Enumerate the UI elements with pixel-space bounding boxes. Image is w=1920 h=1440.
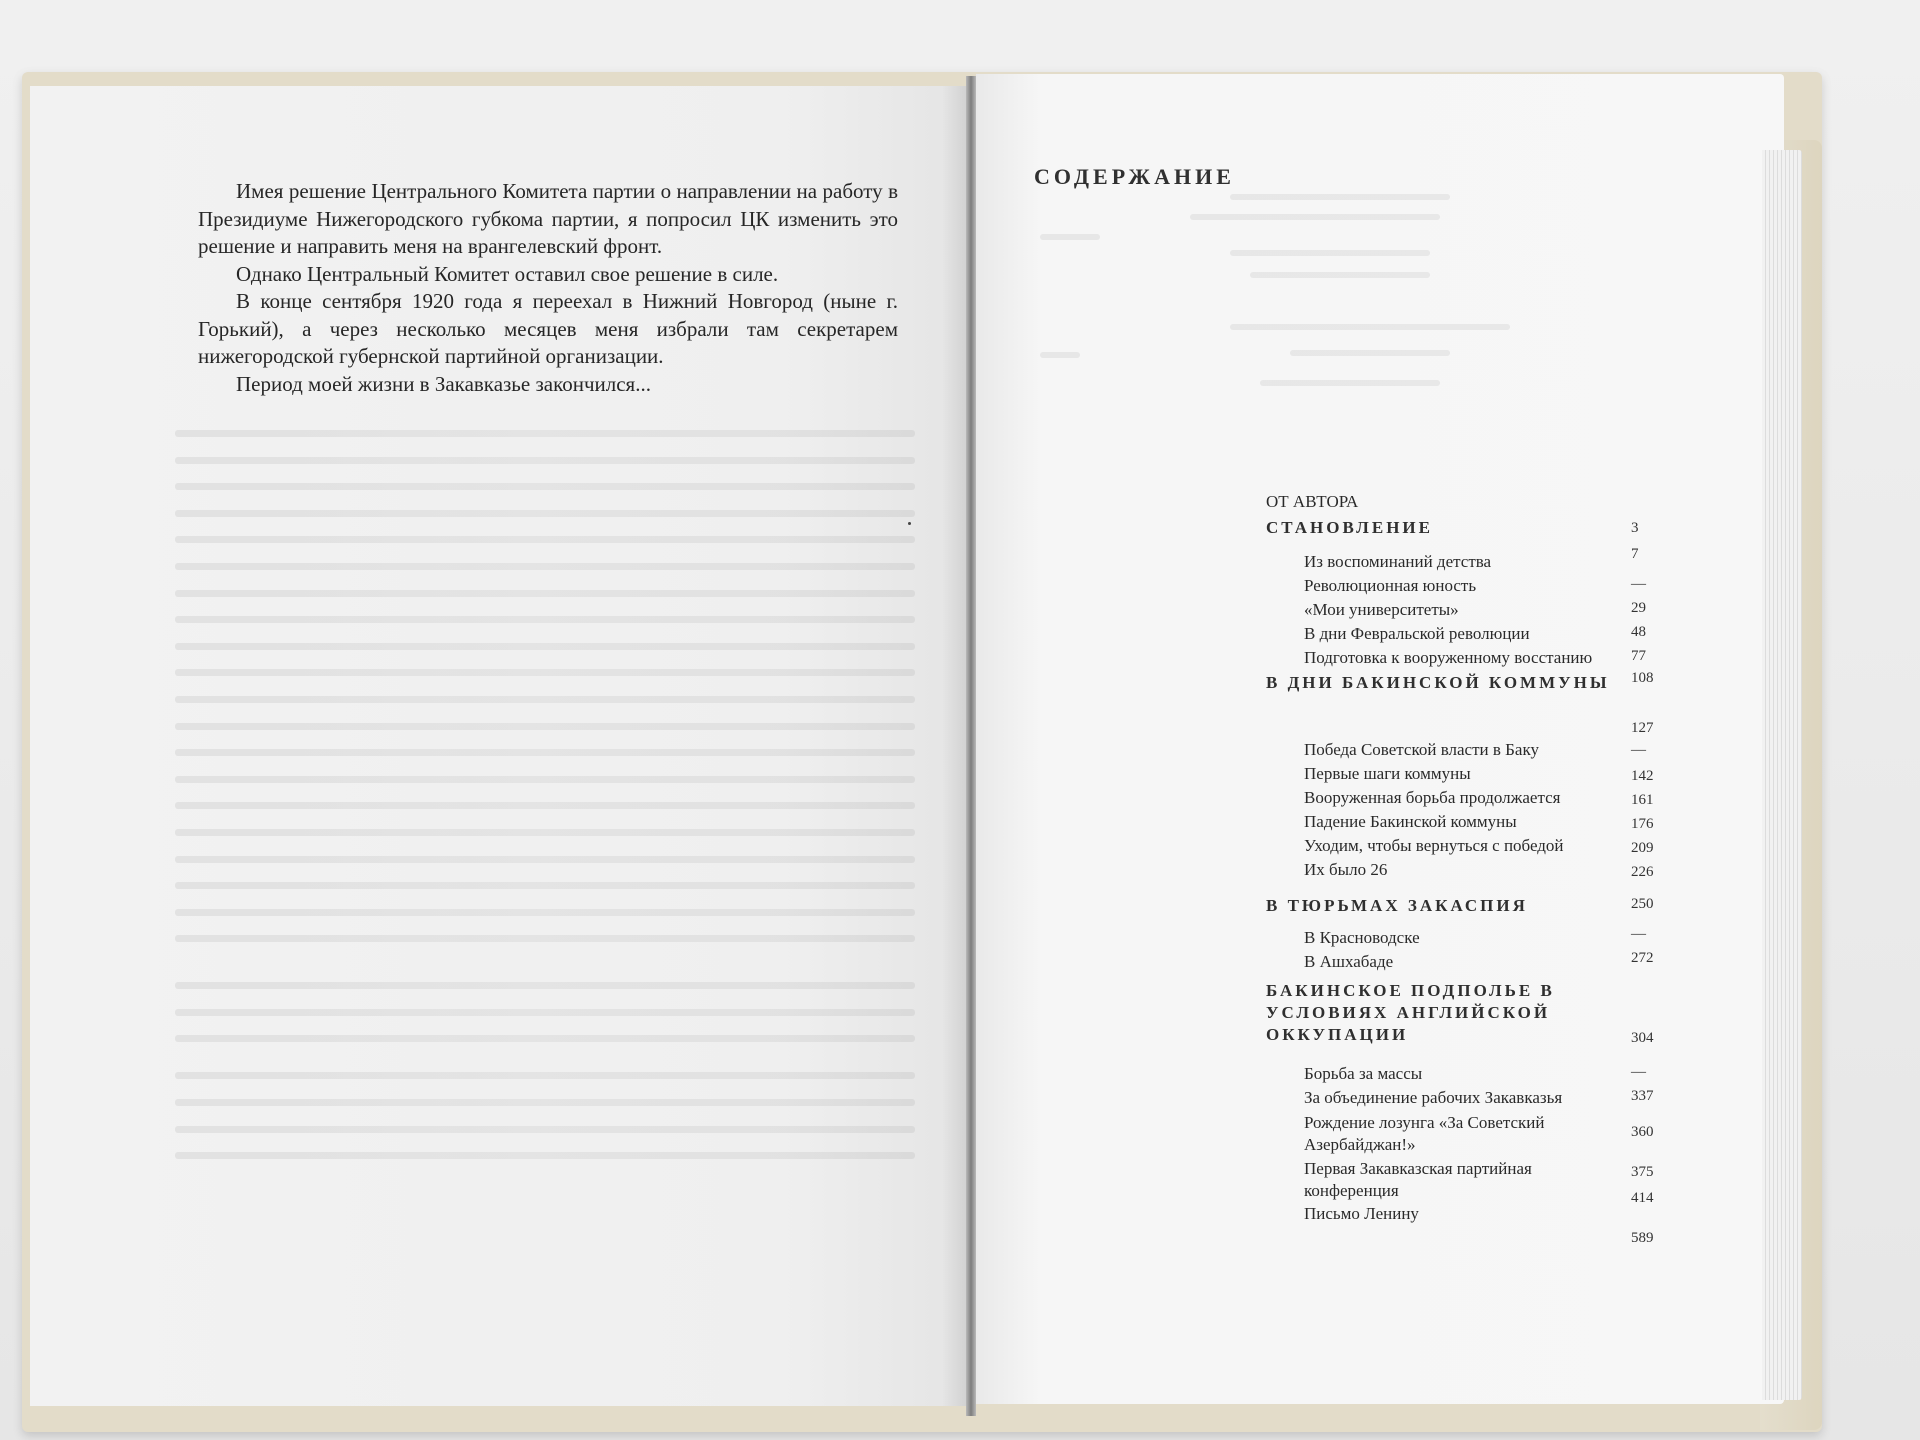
toc-entry: В дни Февральской революции [1304,624,1530,643]
left-page-text [198,178,898,398]
show-through-text [175,430,915,1179]
page-number: 3 [1631,520,1639,536]
page-number: 375 [1631,1164,1654,1180]
page-number: 360 [1631,1124,1654,1140]
toc-entry: Подготовка к вооруженному восстанию [1304,648,1593,667]
toc-entry: Падение Бакинской коммуны [1304,812,1517,831]
toc-entry: В ДНИ БАКИНСКОЙ КОММУНЫ [1266,673,1610,692]
page-number: 589 [1631,1230,1654,1246]
page-number: — [1631,1064,1646,1080]
page-number: 304 [1631,1030,1654,1046]
page-number: 272 [1631,950,1654,966]
toc-entry: За объединение рабочих Закавказья [1304,1088,1563,1107]
toc-entry: СТАНОВЛЕНИЕ [1266,518,1433,537]
page-number: 414 [1631,1190,1654,1206]
page-number: 161 [1631,792,1654,808]
page-number: 142 [1631,768,1654,784]
toc-entry: Борьба за массы [1304,1064,1423,1083]
toc-entry: ОТ АВТОРА [1266,492,1359,511]
toc-entry: В ТЮРЬМАХ ЗАКАСПИЯ [1266,896,1528,915]
toc-entry: Рождение лозунга «За Советский Азербайджан!» [1304,1113,1545,1154]
page-number: 77 [1631,648,1646,664]
page-number: 108 [1631,670,1654,686]
ink-speck [908,522,911,525]
page-number: 337 [1631,1088,1654,1104]
page-number: 226 [1631,864,1654,880]
toc-entry: Вооруженная борьба продолжается [1304,788,1561,807]
page-number: 250 [1631,896,1654,912]
toc-entry: «Мои университеты» [1304,600,1459,619]
toc-entry: Первые шаги коммуны [1304,764,1471,783]
book-spine [966,76,976,1416]
toc-entry: Уходим, чтобы вернуться с победой [1304,836,1564,855]
paragraph: Однако Центральный Комитет оставил свое решение в силе. [236,261,779,286]
toc-entry: Первая Закавказская партийная конференция [1304,1159,1532,1200]
page-number: — [1631,926,1646,942]
toc-entry: В Ашхабаде [1304,952,1394,971]
contents-heading: СОДЕРЖАНИЕ [1034,164,1235,189]
paragraph: В конце сентября 1920 года я переехал в Нижний Новгород (ныне г. Горький), а через несколько месяцев меня избрали там секретарем нижегородской губернской партийной организации. [198,289,898,368]
toc-entry: В Красноводске [1304,928,1420,947]
toc-entry: Из воспоминаний детства [1304,552,1492,571]
page-number: 209 [1631,840,1654,856]
paragraph: Период моей жизни в Закавказье закончился... [236,371,651,396]
toc-entry: Их было 26 [1304,860,1388,879]
page-number: — [1631,742,1646,758]
page-number: 127 [1631,720,1654,736]
toc-entry: БАКИНСКОЕ ПОДПОЛЬЕ В УСЛОВИЯХ АНГЛИЙСКОЙ ОККУПАЦИИ [1266,981,1555,1044]
paragraph: Имея решение Центрального Комитета партии о направлении на работу в Президиуме Нижегородского губкома партии, я попросил ЦК изменить это решение и направить меня на врангелевский фронт. [198,179,898,258]
toc-entry: Победа Советской власти в Баку [1304,740,1539,759]
show-through-text [1030,190,1450,410]
page-number: 48 [1631,624,1646,640]
toc-entry: Письмо Ленину [1304,1204,1419,1223]
page-number: — [1631,576,1646,592]
page-number: 176 [1631,816,1654,832]
page-number: 7 [1631,546,1639,562]
page-number: 29 [1631,600,1646,616]
toc-entry: Революционная юность [1304,576,1477,595]
page-edges [1762,150,1802,1400]
